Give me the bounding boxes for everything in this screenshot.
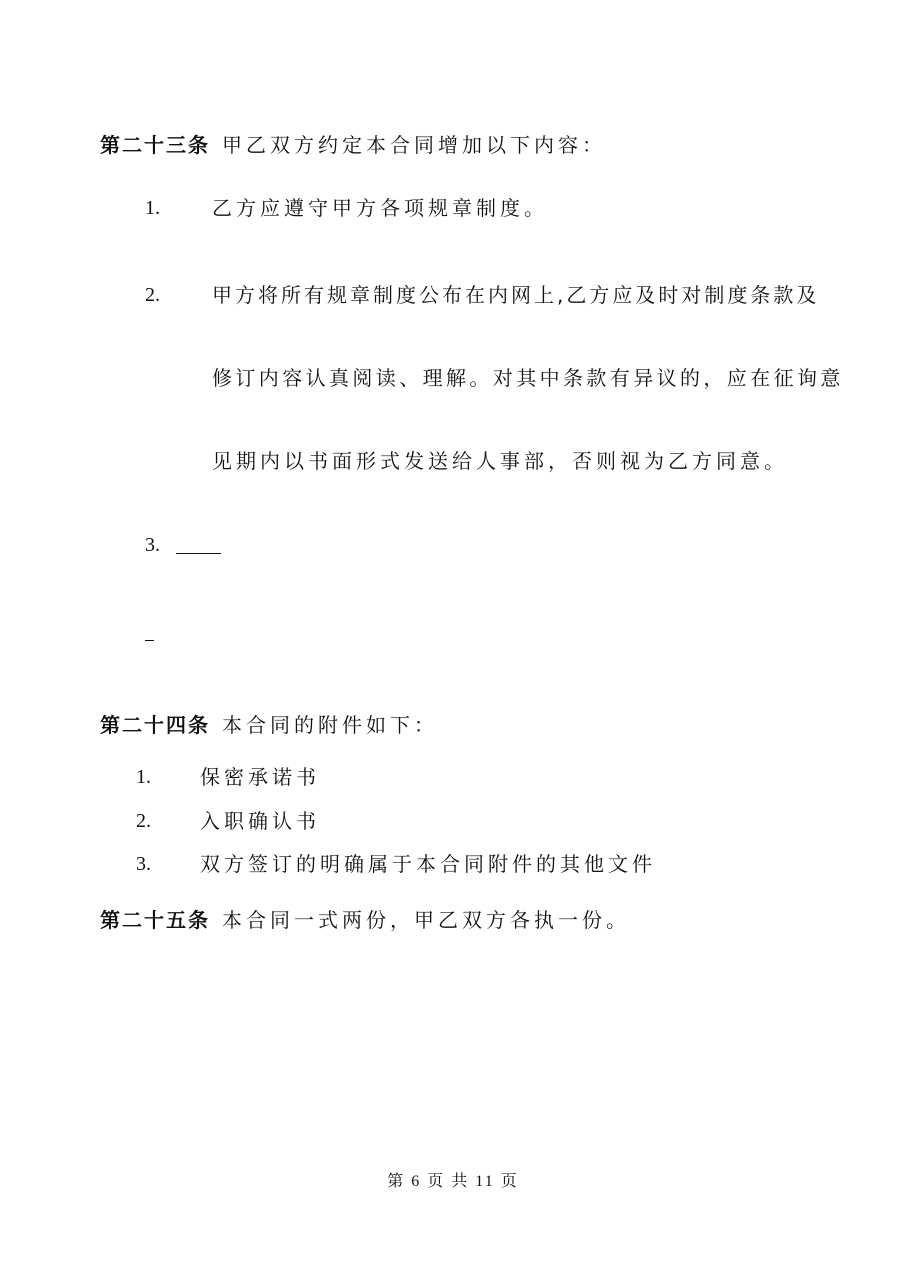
article-24-item-1-text: 保密承诺书 (200, 765, 320, 789)
article-24-item-2-text: 入职确认书 (200, 809, 320, 833)
article-23-text: 甲乙双方约定本合同增加以下内容： (222, 133, 606, 157)
article-24-item-1-number: 1. (136, 766, 151, 788)
article-23-item-2-line-2: 修订内容认真阅读、理解。对其中条款有异议的，应在征询意 (212, 366, 844, 390)
article-25 (100, 908, 630, 932)
article-24-item-3-text: 双方签订的明确属于本合同附件的其他文件 (200, 852, 656, 876)
article-24-item-2-number: 2. (136, 810, 151, 832)
article-23 (100, 133, 606, 157)
article-23-item-1-number: 1. (145, 197, 160, 219)
page-number-footer: 第 6 页 共 11 页 (387, 1173, 519, 1190)
article-23-item-2-line-3: 见期内以书面形式发送给人事部，否则视为乙方同意。 (212, 449, 788, 473)
article-23-item-3-blank-mark (145, 640, 154, 641)
article-23-item-1-text: 乙方应遵守甲方各项规章制度。 (212, 196, 548, 220)
article-23-item-2-number: 2. (145, 284, 160, 306)
article-24 (100, 713, 438, 737)
article-23-heading: 第二十三条 (100, 133, 210, 157)
article-24-heading: 第二十四条 (100, 713, 210, 737)
article-24-item-3-number: 3. (136, 853, 151, 875)
article-25-text: 本合同一式两份，甲乙双方各执一份。 (222, 908, 630, 932)
article-23-item-3-blank-line (176, 553, 221, 554)
article-24-text: 本合同的附件如下： (222, 713, 438, 737)
article-25-heading: 第二十五条 (100, 908, 210, 932)
article-23-item-3-number: 3. (145, 534, 160, 556)
article-23-item-2-line-1: 甲方将所有规章制度公布在内网上,乙方应及时对制度条款及 (212, 283, 820, 307)
